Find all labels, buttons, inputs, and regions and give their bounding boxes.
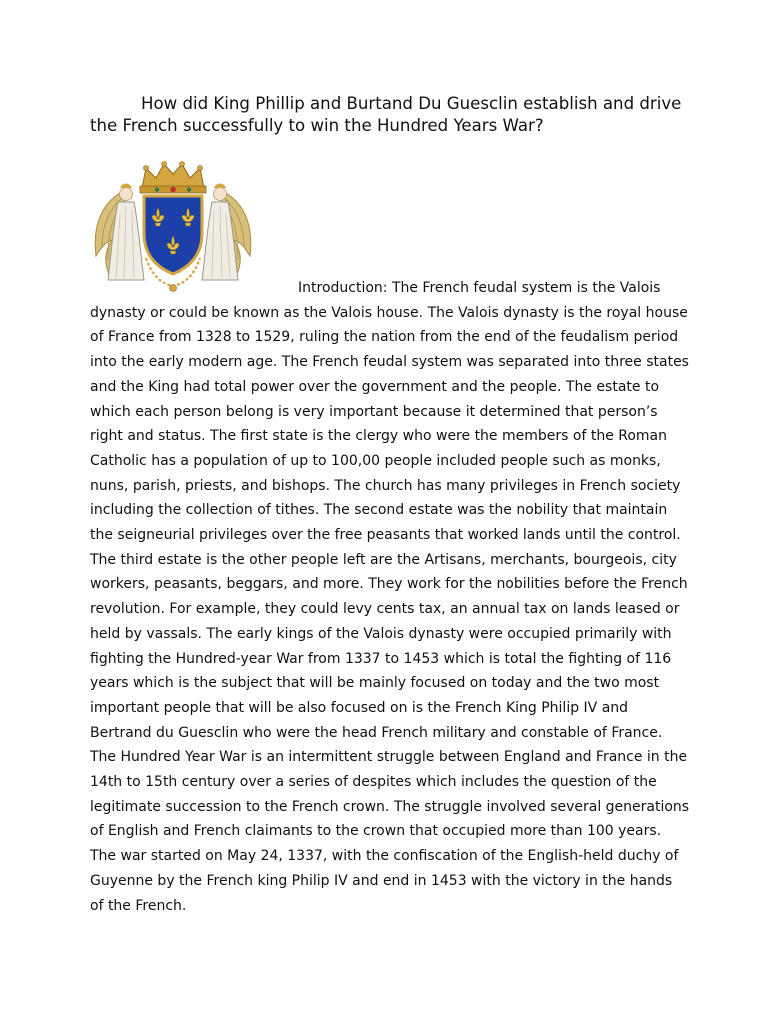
introduction-paragraph	[90, 276, 690, 918]
page-title: How did King Phillip and Burtand Du Guesclin establish and drive the French successfully to win the Hundred Years War?	[90, 94, 682, 135]
body-text: Introduction: The French feudal system is the Valois dynasty or could be known as the Valois house. The Valois dynasty is the royal house of France from 1328 to 1529, ruling the nation from the end of the feudalism period into the early modern age. The French feudal system was separated into three states and the King had total power over the government and the people. The estate to which each person belong is very important because it determined that person’s right and status. The first state is the clergy who were the members of the Roman Catholic has a population of up to 100,00 people included people such as monks, nuns, parish, priests, and bishops. The church has many privileges in French society including the collection of tithes. The second estate was the nobility that maintain the seigneurial privileges over the free peasants that worked lands until the control. The third estate is the other people left are the Artisans, merchants, bourgeois, city workers, peasants, beggars, and more. They work for the nobilities before the French revolution. For example, they could levy cents tax, an annual tax on lands leased or held by vassals. The early kings of the Valois dynasty were occupied primarily with fighting the Hundred-year War from 1337 to 1453 which is total the fighting of 116 years which is the subject that will be mainly focused on today and the two most important people that will be also focused on is the French King Philip IV and Bertrand du Guesclin who were the head French military and constable of France. The Hundred Year War is an intermittent struggle between England and France in the 14th to 15th century over a series of despites which includes the question of the legitimate succession to the French crown. The struggle involved several generations of English and French claimants to the crown that occupied more than 100 years. The war started on May 24, 1337, with the confiscation of the English-held duchy of Guyenne by the French king Philip IV and end in 1453 with the victory in the hands of the French.	[90, 280, 690, 914]
emblem-indent	[90, 276, 298, 300]
